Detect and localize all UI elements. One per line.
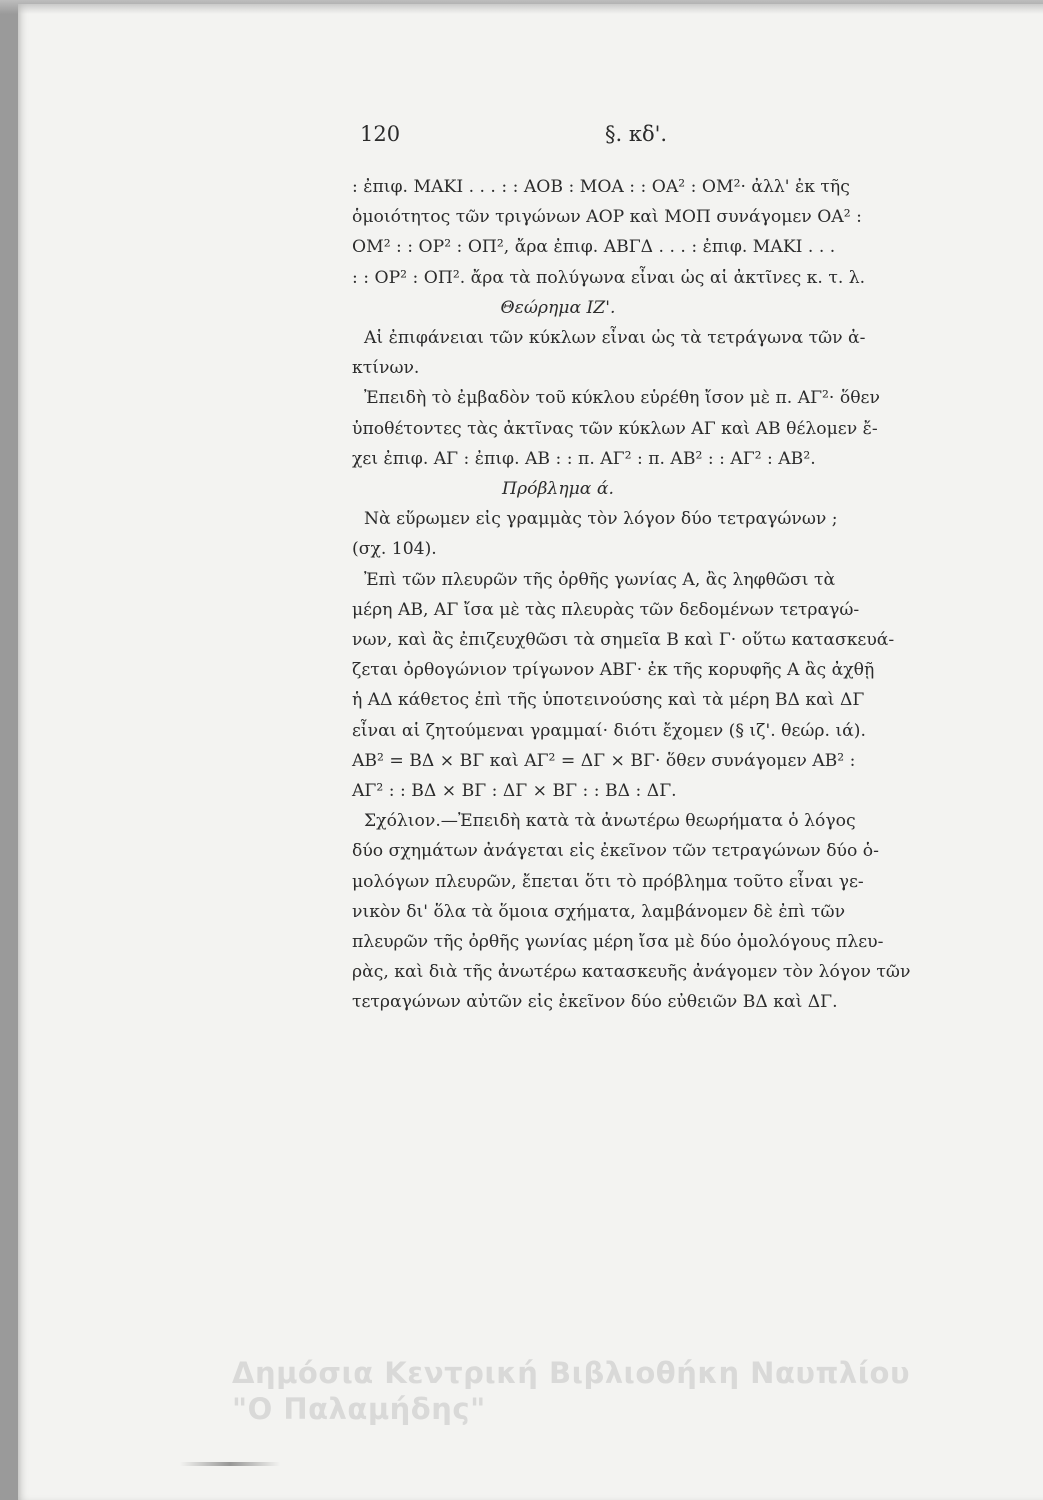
text-line: νων, καὶ ἂς ἐπιζευχθῶσι τὰ σημεῖα Β καὶ Γ· οὕτω κατασκευά- [352,630,895,651]
text-line: ΟΜ² : : ΟΡ² : ΟΠ², ἄρα ἐπιφ. ΑΒΓΔ . . . : ἐπιφ. ΜΑΚΙ . . . [352,237,836,258]
text-line: Αἱ ἐπιφάνειαι τῶν κύκλων εἶναι ὡς τὰ τετράγωνα τῶν ἀ- [364,328,866,349]
text-line: Ἐπὶ τῶν πλευρῶν τῆς ὀρθῆς γωνίας Α, ἂς ληφθῶσι τὰ [364,569,836,590]
text-line: τετραγώνων αὐτῶν εἰς ἐκεῖνον δύο εὐθειῶν ΒΔ καὶ ΔΓ. [352,992,838,1013]
text-line: μολόγων πλευρῶν, ἔπεται ὅτι τὸ πρόβλημα τοῦτο εἶναι γε- [352,871,864,892]
text-line: δύο σχημάτων ἀνάγεται εἰς ἐκεῖνον τῶν τετραγώνων δύο ὁ- [352,841,879,862]
text-line: εἶναι αἱ ζητούμεναι γραμμαί· διότι ἔχομεν (§ ιζ'. θεώρ. ιά). [352,720,866,741]
text-line: νικὸν δι' ὅλα τὰ ὅμοια σχήματα, λαμβάνομεν δὲ ἐπὶ τῶν [352,901,846,922]
text-line: Νὰ εὕρωμεν εἰς γραμμὰς τὸν λόγον δύο τετραγώνων ; [364,509,838,530]
text-line: : : ΟΡ² : ΟΠ². ἄρα τὰ πολύγωνα εἶναι ὡς αἱ ἀκτῖνες κ. τ. λ. [352,267,866,288]
text-line: Πρόβλημα ά. [502,479,614,500]
section-marker: §. κδ'. [605,122,668,146]
text-line: ἡ ΑΔ κάθετος ἐπὶ τῆς ὑποτεινούσης καὶ τὰ μέρη ΒΔ καὶ ΔΓ [352,690,865,711]
text-line: : ἐπιφ. ΜΑΚΙ . . . : : ΑΟΒ : ΜΟΑ : : ΟΑ² : ΟΜ²· ἀλλ' ἐκ τῆς [352,177,850,197]
text-line: ὑποθέτοντες τὰς ἀκτῖνας τῶν κύκλων ΑΓ καὶ ΑΒ θέλομεν ἔ- [352,418,878,439]
watermark-line-1: Δημόσια Κεντρική Βιβλιοθήκη Ναυπλίου [232,1356,911,1390]
text-line: Θεώρημα ΙΖ'. [500,297,616,318]
text-line: μέρη ΑΒ, ΑΓ ἴσα μὲ τὰς πλευρὰς τῶν δεδομένων τετραγώ- [352,599,860,620]
watermark-line-2: "Ο Παλαμήδης" [232,1392,486,1426]
body-text [352,172,911,1018]
running-header [360,122,720,152]
page-number: 120 [360,122,401,146]
text-line: Σχόλιον.—Ἐπειδὴ κατὰ τὰ ἀνωτέρω θεωρήματα ὁ λόγος [364,811,856,832]
text-line: ρὰς, καὶ διὰ τῆς ἀνωτέρω κατασκευῆς ἀνάγομεν τὸν λόγον τῶν [352,962,911,983]
text-line: πλευρῶν τῆς ὀρθῆς γωνίας μέρη ἴσα μὲ δύο ὁμολόγους πλευ- [352,932,884,953]
library-watermark [232,1355,1012,1427]
text-line: χει ἐπιφ. ΑΓ : ἐπιφ. ΑΒ : : π. ΑΓ² : π. ΑΒ² : : ΑΓ² : ΑΒ². [352,448,816,469]
page-top-edge [0,0,1043,14]
text-line: ΑΒ² = ΒΔ × ΒΓ καὶ ΑΓ² = ΔΓ × ΒΓ· ὅθεν συνάγομεν ΑΒ² : [352,750,856,771]
text-line: ζεται ὀρθογώνιον τρίγωνον ΑΒΓ· ἐκ τῆς κορυφῆς Α ἂς ἀχθῇ [352,660,875,681]
scan-smudge [180,1462,280,1466]
text-line: Ἐπειδὴ τὸ ἐμβαδὸν τοῦ κύκλου εὑρέθη ἴσον μὲ π. ΑΓ²· ὅθεν [364,388,880,409]
text-line: ὁμοιότητος τῶν τριγώνων ΑΟΡ καὶ ΜΟΠ συνάγομεν ΟΑ² : [352,207,862,228]
text-line: κτίνων. [352,358,420,379]
text-line: (σχ. 104). [352,539,437,560]
text-line: ΑΓ² : : ΒΔ × ΒΓ : ΔΓ × ΒΓ : : ΒΔ : ΔΓ. [352,781,677,802]
